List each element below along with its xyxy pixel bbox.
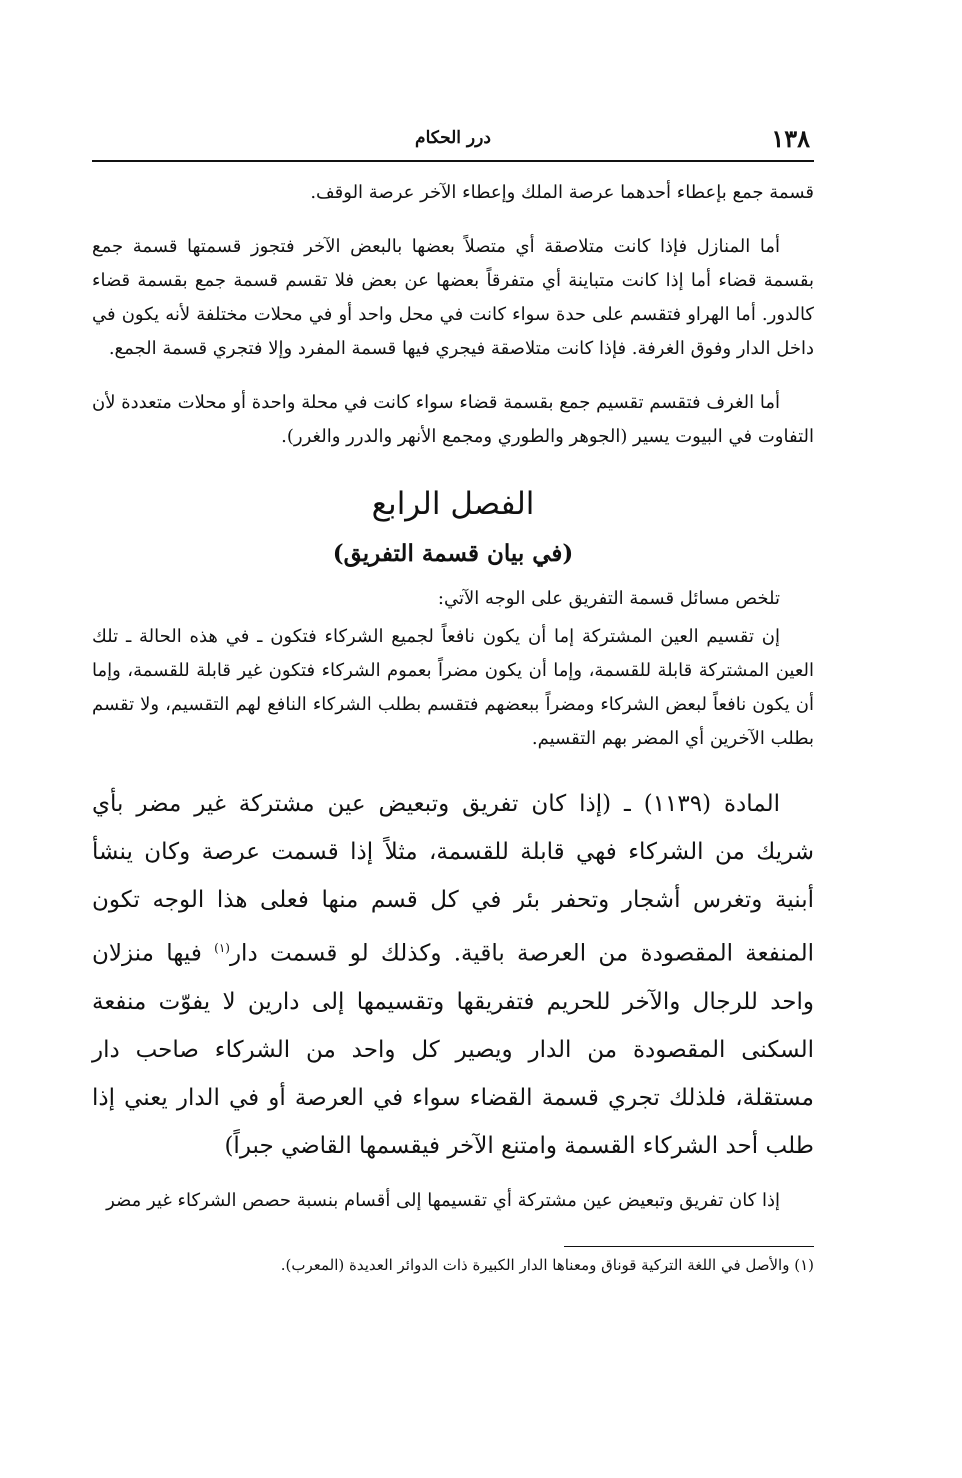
footnote: (١) والأصل في اللغة التركية قوناق ومعناها الدار الكبيرة ذات الدوائر العديدة (المعرب). [280,1255,814,1274]
commentary-paragraph: إذا كان تفريق وتبعيض عين مشتركة أي تقسيمها إلى أقسام بنسبة حصص الشركاء غير مضر [106,1189,780,1211]
intro-body: إن تقسيم العين المشتركة إما أن يكون نافعاً لجميع الشركاء فتكون ـ في هذه الحالة ـ تلك العين المشتركة قابلة للقسمة، وإما أن يكون مضراً بعموم الشركاء فتكون غير قابلة للقسمة، وإما أن يكون نافعاً لبعض الشركاء ومضراً ببعضهم فتقسم بطلب الشركاء النافع لهم التقسيم، ولا تقسم بطلب الآخرين أي المضر بهم التقسيم. [92,626,814,749]
article-text-end: فيها منزلان واحد للرجال والآخر للحريم فتفريقها وتقسيمها إلى دارين لا يفوّت منفعة السكنى المقصودة من الدار ويصير كل واحد من الشركاء صاحب دار مستقلة، فلذلك تجري قسمة القضاء سواء في العرصة أو في الدار يعني إذا طلب أحد الشركاء القسمة وامتنع الآخر فيقسمها القاضي جبراً) [92,940,814,1159]
paragraph-houses: أما المنازل فإذا كانت متلاصقة أي متصلاً بعضها بالبعض الآخر فتجوز قسمتها قسمة جمع بقسمة قضاء أما إذا كانت متباينة أي متفرقاً بعضها عن بعض فلا تقسم قسمة جمع بقسمة قضاء كالدور. أما الهراو فتقسم على حدة سواء كانت في محل واحد أو في محلات مختلفة لأنه يكون في داخل الدار وفوق الغرفة. فإذا كانت متلاصقة فيجري فيها قسمة المفرد وإلا فتجري قسمة الجمع. [92,236,814,359]
article-1139 [92,780,814,1170]
page-number: ١٣٨ [771,124,810,153]
footnote-ref[interactable]: (١) [214,941,230,955]
page [92,118,814,1279]
footnote-divider [564,1246,814,1247]
article-text-start: المادة (١١٣٩) ـ (إذا كان تفريق وتبعيض عين مشتركة غير مضر بأي شريك من الشركاء فهي قابلة للقسمة، مثلاً إذا قسمت عرصة وكان ينشأ أبنية وتغرس أشجار وتحفر بئر في كل قسم منها فعلى هذا الوجه تكون المنفعة المقصودة من العرصة باقية. وكذلك لو قسمت دار [92,791,814,967]
intro-lead: تلخص مسائل قسمة التفريق على الوجه الآتي: [437,588,780,609]
paragraph-continuation: قسمة جمع بإعطاء أحدهما عرصة الملك وإعطاء الآخر عرصة الوقف. [310,182,814,203]
running-title: درر الحكام [415,128,491,148]
chapter-subtitle: (في بيان قسمة التفريق) [332,540,574,567]
chapter-title: الفصل الرابع [371,486,535,522]
paragraph-rooms: أما الغرف فتقسم تقسيم جمع بقسمة قضاء سواء كانت في محلة واحدة أو محلات متعددة لأن التفاوت في البيوت يسير (الجوهر والطوري ومجمع الأنهر والدرر والغرر). [92,392,814,447]
page-header [92,118,814,162]
